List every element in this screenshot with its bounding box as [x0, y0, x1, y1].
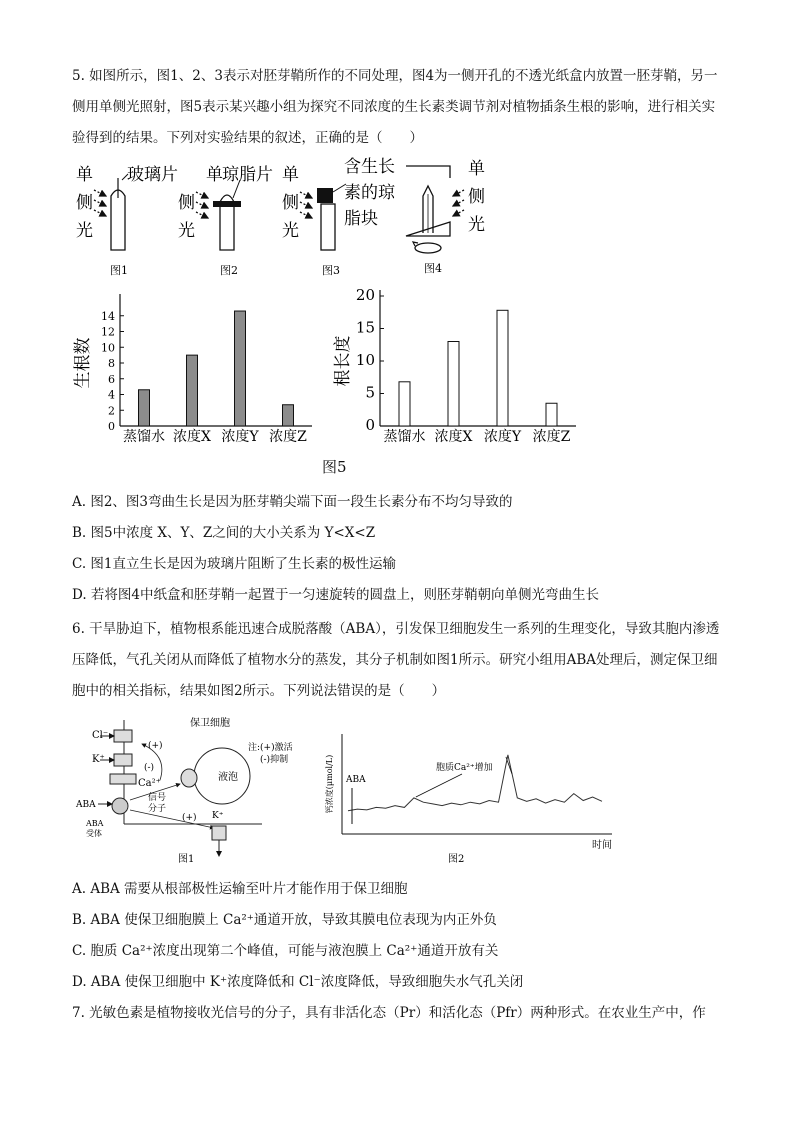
y-tick-label: 6 — [108, 372, 115, 386]
fig1-light-3: 光 — [76, 221, 93, 241]
x-tick-label: 浓度X — [434, 429, 473, 445]
q5-stem: 5. 如图所示，图1、2、3表示对胚芽鞘所作的不同处理，图4为一侧开孔的不透光纸盒内放置一胚芽鞘，另一侧用单侧光照射，图5表示某兴趣小组为探究不同浓度的生长素类调节剂对植物插条生根的影响，进行相关实验得到的结果。下列对实验结果的叙述，正确的是（ ） — [72, 68, 718, 146]
signal-label-2: 分子 — [148, 804, 167, 814]
y-tick-label: 14 — [101, 309, 115, 323]
receptor-label-2: 受体 — [86, 829, 102, 838]
q5-option-a: A. 图2、图3弯曲生长是因为胚芽鞘尖端下面一段生长素分布不均匀导致的 — [72, 494, 513, 510]
y-tick-label: 5 — [365, 383, 375, 402]
note-inhibit: (-)抑制 — [260, 755, 289, 765]
x-tick-label: 蒸馏水 — [383, 429, 426, 445]
ca-pointer-line — [416, 774, 462, 797]
vacuole-label: 液泡 — [218, 772, 238, 783]
q5-option-c: C. 图1直立生长是因为玻璃片阻断了生长素的极性运输 — [72, 556, 397, 572]
fig1 — [76, 165, 178, 277]
q6-fig2-caption: 图2 — [448, 854, 465, 865]
fig3-label-1: 含生长 — [344, 157, 395, 177]
aba-label: ABA — [76, 800, 96, 810]
x-tick-label: 蒸馏水 — [123, 429, 165, 445]
fig3-caption: 图3 — [322, 264, 340, 277]
q5-option-d: D. 若将图4中纸盒和胚芽鞘一起置于一匀速旋转的圆盘上，则胚芽鞘朝向单侧光弯曲生长 — [72, 587, 600, 603]
cl-channel-icon — [114, 730, 132, 742]
q7-stem: 7. 光敏色素是植物接收光信号的分子，具有非活化态（Pr）和活化态（Pfr）两种形式。在农业生产中，作 — [72, 1005, 706, 1021]
fig3-label-2: 素的琼 — [344, 183, 395, 203]
fig5-caption: 图5 — [322, 458, 347, 476]
k-efflux-channel-icon — [212, 826, 226, 840]
fig5-root-length-chart — [333, 286, 586, 450]
q6-option-c: C. 胞质 Ca²⁺浓度出现第二个峰值，可能与液泡膜上 Ca²⁺通道开放有关 — [72, 943, 499, 959]
k-bottom-label: K⁺ — [212, 811, 224, 821]
q5-figures-1-4 — [70, 158, 510, 282]
bar-4 — [283, 405, 294, 426]
aba-receptor-icon — [112, 798, 128, 814]
agar-slice-icon — [213, 201, 241, 207]
fig3-light-3: 光 — [282, 221, 299, 241]
y-axis-label: 根长度 — [333, 335, 353, 387]
fig2-light-3: 光 — [178, 221, 195, 241]
bar-4 — [546, 403, 557, 426]
x-tick-label: 浓度Y — [221, 429, 259, 445]
coleoptile-icon — [111, 190, 125, 250]
bar-3 — [497, 310, 508, 426]
fig1-light-2: 侧 — [76, 193, 93, 213]
fig1-caption: 图1 — [110, 264, 128, 277]
fig5-rooting-count-chart — [73, 290, 316, 450]
ca-channel-icon — [110, 774, 136, 784]
rotation-arrow-icon — [415, 243, 441, 253]
fig4-caption: 图4 — [424, 262, 442, 275]
q5-option-b: B. 图5中浓度 X、Y、Z之间的大小关系为 Y<X<Z — [72, 525, 376, 541]
k-top-label: K⁺ — [92, 754, 105, 765]
y-tick-label: 4 — [108, 388, 115, 402]
note-activate: 注:(+)激活 — [248, 743, 293, 753]
bar-2 — [187, 355, 198, 426]
y-axis-label: 钙浓度(μmol/L) — [325, 754, 334, 814]
x-axis-label: 时间 — [592, 840, 612, 851]
y-tick-label: 2 — [108, 404, 115, 418]
vacuole-ca-channel-icon — [181, 769, 197, 787]
bar-2 — [448, 342, 459, 427]
q6-option-b: B. ABA 使保卫细胞膜上 Ca²⁺通道开放，导致其膜电位表现为内正外负 — [72, 912, 497, 928]
fig2 — [178, 165, 273, 277]
fig2-label: 琼脂片 — [222, 165, 273, 185]
fig4 — [406, 159, 485, 275]
y-tick-label: 15 — [355, 318, 375, 337]
x-tick-label: 浓度Y — [483, 429, 522, 445]
fig3 — [282, 157, 396, 277]
minus-label: (-) — [144, 763, 155, 773]
light-arrows-icon — [453, 190, 464, 216]
decapitated-coleoptile-icon — [321, 204, 335, 250]
q6-mechanism-diagram — [72, 714, 320, 866]
fig3-light-2: 侧 — [282, 193, 299, 213]
auxin-agar-block-icon — [317, 188, 333, 203]
fig4-light-2: 侧 — [468, 187, 485, 207]
light-arrows-icon — [300, 192, 312, 218]
light-arrows-icon — [196, 192, 208, 218]
q6-option-d: D. ABA 使保卫细胞中 K⁺浓度降低和 Cl⁻浓度降低，导致细胞失水气孔关闭 — [72, 974, 524, 990]
fig2-light-1: 单 — [206, 165, 223, 185]
q6-stem: 6. 干旱胁迫下，植物根系能迅速合成脱落酸（ABA），引发保卫细胞发生一系列的生理变化，导致其胞内渗透压降低，气孔关闭从而降低了植物水分的蒸发，其分子机制如图1所示。研究小组用ABA处理后，测定保卫细胞中的相关指标，结果如图2所示。下列说法错误的是（ ） — [72, 621, 720, 699]
q6-fig1-caption: 图1 — [178, 854, 195, 865]
plus-label-2: (+) — [182, 813, 197, 823]
ca-increase-annotation: 胞质Ca²⁺增加 — [436, 763, 493, 773]
signal-label-1: 信号 — [148, 793, 167, 803]
y-tick-label: 20 — [355, 286, 375, 304]
q6-calcium-chart — [320, 720, 622, 866]
fig1-light-1: 单 — [76, 165, 93, 185]
q6-option-a: A. ABA 需要从根部极性运输至叶片才能作用于保卫细胞 — [72, 881, 408, 897]
fig3-label-3: 脂块 — [344, 209, 378, 229]
bar-3 — [235, 311, 246, 426]
fig4-light-3: 光 — [468, 215, 485, 235]
y-axis-label: 生根数 — [73, 337, 93, 389]
y-tick-label: 10 — [355, 351, 375, 369]
coleoptile-icon — [220, 204, 234, 250]
fig1-label: 玻璃片 — [127, 165, 178, 185]
y-tick-label: 10 — [101, 341, 115, 355]
fig3-light-1: 单 — [282, 165, 299, 185]
ca-label: Ca²⁺ — [138, 778, 161, 789]
light-arrows-icon — [94, 190, 106, 216]
y-tick-label: 0 — [108, 420, 115, 433]
plus-label-1: (+) — [148, 741, 163, 751]
fig4-light-1: 单 — [468, 159, 485, 179]
fig2-light-2: 侧 — [178, 193, 195, 213]
x-tick-label: 浓度X — [173, 429, 211, 445]
aba-annotation: ABA — [346, 775, 366, 785]
x-tick-label: 浓度Z — [532, 429, 571, 445]
bar-1 — [399, 382, 410, 426]
y-tick-label: 12 — [101, 325, 115, 339]
guard-cell-label: 保卫细胞 — [190, 718, 230, 729]
bar-1 — [139, 390, 150, 426]
y-tick-label: 8 — [108, 357, 115, 370]
x-tick-label: 浓度Z — [269, 429, 307, 445]
k-channel-icon — [114, 754, 132, 766]
fig2-caption: 图2 — [220, 264, 238, 277]
cl-label: Cl⁻ — [92, 730, 109, 741]
receptor-label-1: ABA — [86, 819, 104, 828]
y-tick-label: 0 — [365, 416, 375, 434]
